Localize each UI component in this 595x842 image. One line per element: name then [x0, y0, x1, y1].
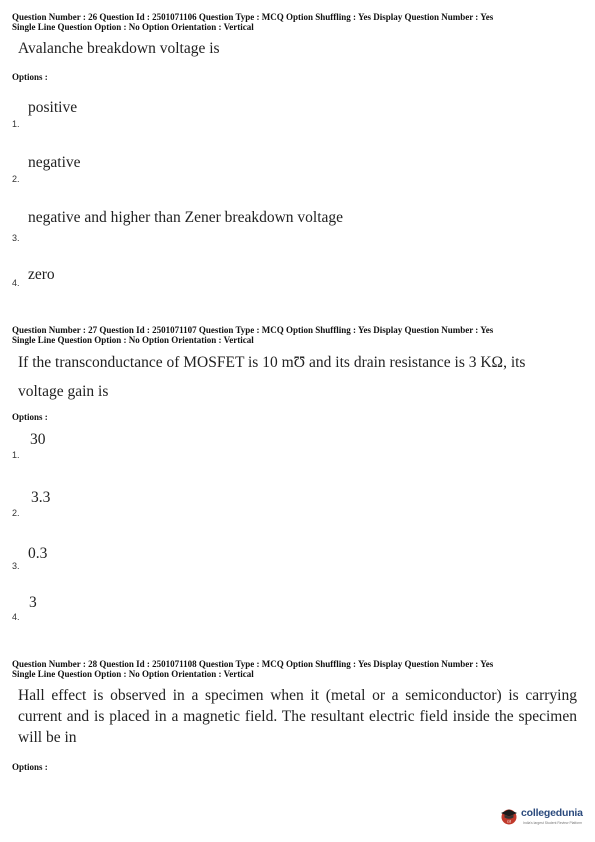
- option-text: negative and higher than Zener breakdown voltage: [28, 209, 344, 226]
- collegedunia-watermark: [499, 804, 587, 830]
- question-28: [12, 659, 577, 772]
- options-label: Options :: [12, 412, 48, 422]
- question-27: [12, 325, 577, 422]
- options-label: Options :: [12, 762, 48, 772]
- option-text: zero: [28, 266, 55, 283]
- question-meta-line2: Single Line Question Option : No Option Orientation : Vertical: [12, 669, 254, 679]
- option-text: positive: [28, 99, 78, 116]
- option-number: 3.: [12, 233, 20, 243]
- option-number: 3.: [12, 561, 20, 571]
- option-text: 3.3: [31, 489, 51, 506]
- question-meta-line1: Question Number : 28 Question Id : 2501071108 Question Type : MCQ Option Shuffling : Yes Display Question Number : Yes: [12, 659, 494, 669]
- question-stem: [12, 348, 577, 406]
- option-number: 4.: [12, 612, 20, 622]
- question-stem: Hall effect is observed in a specimen when it (metal or a semiconductor) is carrying current and is placed in a magnetic field. The resultant electric field inside the specimen will be in: [18, 687, 577, 746]
- watermark-tagline: India's largest Student Review Platform: [523, 821, 583, 825]
- question-meta-line2: Single Line Question Option : No Option Orientation : Vertical: [12, 335, 254, 345]
- question-stem: Avalanche breakdown voltage is: [18, 40, 220, 57]
- question-stem-line2: voltage gain is: [18, 383, 109, 400]
- option-number: 1.: [12, 119, 20, 129]
- option-text: 30: [30, 431, 46, 448]
- option-text: 0.3: [28, 545, 48, 562]
- question-26: [12, 12, 577, 82]
- svg-text:cd: cd: [506, 818, 512, 824]
- options-label: Options :: [12, 72, 48, 82]
- question-stem-line1: If the transconductance of MOSFET is 10 mƱ and its drain resistance is 3 KΩ, its: [18, 354, 526, 371]
- watermark-brand: collegedunia: [521, 807, 583, 819]
- graduation-cap-icon: [499, 806, 519, 826]
- question-meta-line1: Question Number : 27 Question Id : 2501071107 Question Type : MCQ Option Shuffling : Yes Display Question Number : Yes: [12, 325, 494, 335]
- option-number: 2.: [12, 174, 20, 184]
- question-meta-line1: Question Number : 26 Question Id : 2501071106 Question Type : MCQ Option Shuffling : Yes Display Question Number : Yes: [12, 12, 494, 22]
- option-number: 1.: [12, 450, 20, 460]
- question-meta-line2: Single Line Question Option : No Option Orientation : Vertical: [12, 22, 254, 32]
- option-number: 4.: [12, 278, 20, 288]
- option-text: 3: [29, 594, 37, 611]
- option-number: 2.: [12, 508, 20, 518]
- option-text: negative: [28, 154, 81, 171]
